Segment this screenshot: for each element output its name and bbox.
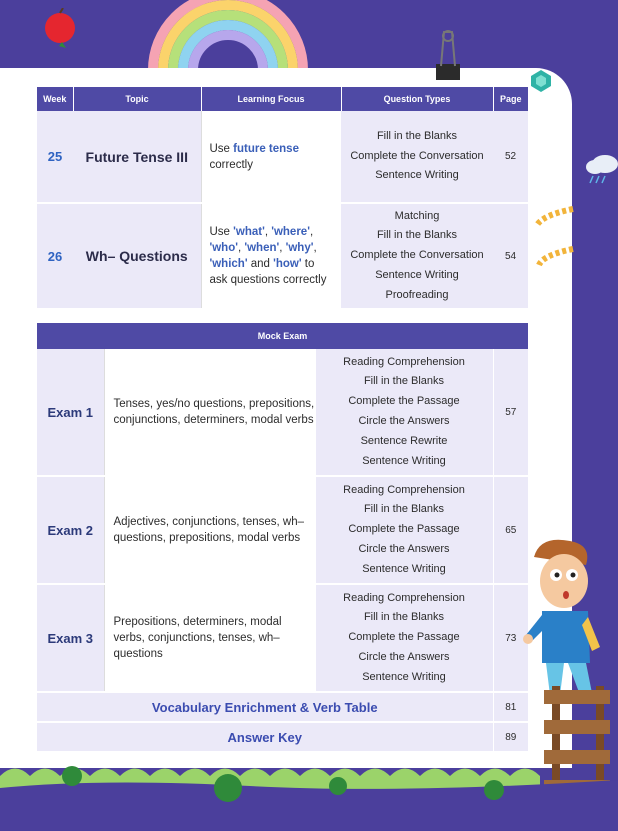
header-page: Page [493, 87, 528, 111]
focus-text: , [237, 242, 245, 254]
question-type-item: Reading Comprehension [343, 483, 465, 496]
question-type-item: Fill in the Blanks [376, 229, 458, 242]
focus-highlight: 'what' [233, 226, 265, 238]
week-number: 26 [37, 203, 73, 309]
focus-highlight: 'who' [209, 242, 238, 254]
question-types [341, 203, 493, 309]
focus-highlight: 'how' [273, 258, 302, 270]
question-type-item: Sentence Writing [362, 670, 446, 683]
page-number: 81 [493, 692, 528, 722]
question-types [315, 476, 493, 584]
binder-clip-icon [434, 28, 462, 82]
focus-text: , [264, 226, 272, 238]
answer-key-label: Answer Key [37, 722, 493, 752]
exam-name: Exam 1 [37, 349, 104, 476]
question-type-item: Complete the Passage [348, 523, 460, 536]
exam-topics: Adjectives, conjunctions, tenses, wh– questions, prepositions, modal verbs [104, 476, 315, 584]
question-type-item: Fill in the Blanks [376, 129, 458, 142]
focus-highlight: 'where' [271, 226, 310, 238]
exam-topics: Tenses, yes/no questions, prepositions, conjunctions, determiners, modal verbs [104, 349, 315, 476]
question-types [315, 349, 493, 476]
question-type-item: Circle the Answers [358, 542, 450, 555]
question-type-item: Complete the Passage [348, 631, 460, 644]
page-number: 65 [493, 476, 528, 584]
mock-exam-table [37, 323, 528, 753]
question-types [341, 111, 493, 203]
question-type-item: Sentence Writing [362, 562, 446, 575]
exam-topics: Prepositions, determiners, modal verbs, conjunctions, tenses, wh– questions [104, 584, 315, 692]
question-type-item: Fill in the Blanks [363, 611, 445, 624]
header-learning-focus: Learning Focus [201, 87, 341, 111]
learning-focus [201, 203, 341, 309]
question-type-item: Complete the Conversation [350, 249, 484, 262]
focus-text: ask questions correctly [209, 274, 327, 286]
header-question-types: Question Types [341, 87, 493, 111]
striped-hooks-decoration [535, 205, 575, 270]
focus-text: to [301, 258, 315, 270]
table-header-row [37, 87, 528, 111]
exam-name: Exam 3 [37, 584, 104, 692]
week-number: 25 [37, 111, 73, 203]
topic-title: Wh– Questions [73, 203, 201, 309]
rain-cloud-icon [585, 150, 618, 190]
focus-text: , [313, 242, 317, 254]
question-type-item: Reading Comprehension [343, 355, 465, 368]
boy-illustration [520, 535, 610, 700]
table-header-row [37, 323, 528, 349]
rainbow-illustration [148, 0, 308, 70]
table-row [37, 692, 528, 722]
focus-text: correctly [209, 158, 253, 171]
learning-focus [201, 111, 341, 203]
vocabulary-enrichment-label: Vocabulary Enrichment & Verb Table [37, 692, 493, 722]
question-type-item: Complete the Passage [348, 395, 460, 408]
header-topic: Topic [73, 87, 201, 111]
table-row [37, 722, 528, 752]
focus-text: Use [209, 142, 234, 155]
page-number: 54 [493, 203, 528, 309]
table-row [37, 203, 528, 309]
weekly-units-table [37, 87, 528, 310]
header-week: Week [37, 87, 73, 111]
focus-text: and [247, 258, 274, 270]
page-number: 52 [493, 111, 528, 203]
table-row [37, 584, 528, 692]
question-type-item: Sentence Rewrite [360, 434, 448, 447]
table-row [37, 476, 528, 584]
question-type-item: Fill in the Blanks [363, 375, 445, 388]
page-number: 73 [493, 584, 528, 692]
question-type-item: Sentence Writing [375, 169, 459, 182]
question-type-item: Sentence Writing [362, 454, 446, 467]
focus-highlight: 'which' [209, 258, 248, 270]
table-row [37, 111, 528, 203]
question-type-item: Sentence Writing [375, 268, 459, 281]
question-type-item: Reading Comprehension [343, 591, 465, 604]
page-number: 57 [493, 349, 528, 476]
question-type-item: Complete the Conversation [350, 149, 484, 162]
question-type-item: Matching [394, 209, 440, 222]
exam-name: Exam 2 [37, 476, 104, 584]
table-row [37, 349, 528, 476]
focus-text: , [309, 226, 314, 238]
focus-highlight: future tense [233, 142, 299, 155]
focus-highlight: 'why' [285, 242, 314, 254]
question-type-item: Circle the Answers [358, 650, 450, 663]
grass-hills-decoration [0, 756, 618, 831]
question-types [315, 584, 493, 692]
gem-icon [529, 69, 553, 93]
mock-exam-title: Mock Exam [37, 323, 528, 349]
focus-text: , [279, 242, 286, 254]
topic-title: Future Tense III [73, 111, 201, 203]
focus-highlight: 'when' [244, 242, 280, 254]
question-type-item: Proofreading [385, 288, 449, 301]
question-type-item: Circle the Answers [358, 415, 450, 427]
question-type-item: Fill in the Blanks [363, 503, 445, 516]
focus-text: Use [209, 226, 234, 238]
apple-icon [40, 8, 80, 48]
page-number: 89 [493, 722, 528, 752]
